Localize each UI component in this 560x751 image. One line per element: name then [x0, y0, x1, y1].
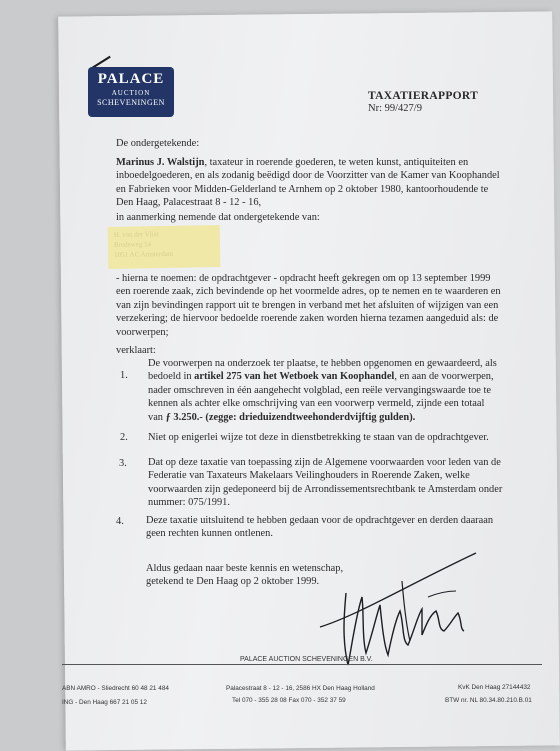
taxateur-paragraph: [116, 156, 536, 210]
report-number: Nr: 99/427/9: [368, 103, 422, 114]
item-2-text: Niet op enigerlei wijze tot deze in dienstbetrekking te staan van de opdrachtgever.: [148, 432, 489, 443]
item-3-line-1: Dat op deze taxatie van toepassing zijn de Algemene voorwaarden voor leden van de: [148, 457, 501, 468]
item-1-number: 1.: [120, 370, 128, 381]
logo-line-1: PALACE: [97, 71, 165, 87]
item-1-line-2a: bedoeld in: [148, 371, 195, 383]
declares-text: verklaart:: [116, 345, 156, 356]
item-1-line-3: nader omschreven in één aangehecht volgblad, een reële vervangingswaarde toe te: [148, 384, 492, 396]
sticky-line-1: H. van der Vlist: [113, 230, 159, 239]
taxateur-line-1: , taxateur in roerende goederen, te weten kunst, antiquiteiten en: [204, 157, 469, 168]
taxateur-name: Marinus J. Walstijn: [116, 157, 205, 168]
closing-line-1: Aldus gedaan naar beste kennis en wetenschap,: [146, 563, 344, 574]
report-title: TAXATIERAPPORT: [368, 90, 479, 102]
client-line-3: van zijn bevindingen rapport uit te brengen in verband met het afsluiten of wijzigen van een: [116, 299, 499, 311]
item-3-line-2: Federatie van Taxateurs Makelaars Veilinghouders in Roerende Zaken, welke: [148, 470, 470, 482]
intro-text: De ondergetekende:: [116, 138, 200, 149]
item-1-line-2c: , en aan de voorwerpen,: [394, 371, 494, 383]
palace-auction-logo: [88, 67, 174, 117]
item-1-article: artikel 275 van het Wetboek van Koophandel: [194, 371, 395, 383]
footer-address: Palacestraat 8 - 12 - 16, 2586 HX Den Haag Holland: [226, 685, 375, 692]
footer-bank-1: ABN AMRO - Sliedrecht 60 48 21 484: [62, 685, 169, 692]
item-3-text: [148, 456, 543, 510]
closing-line-2: getekend te Den Haag op 2 oktober 1999.: [146, 576, 320, 588]
item-3-number: 3.: [119, 458, 127, 469]
item-4-line-2: geen rechten kunnen ontlenen.: [146, 528, 273, 540]
signature: [318, 545, 478, 670]
item-1-line-4: kennen als achter elke omschrijving van een voorwerp vermeld, zijnde een totaal: [148, 398, 485, 410]
logo-line-2: AUCTION: [111, 89, 151, 97]
logo-line-3: SCHEVENINGEN: [97, 98, 165, 107]
client-line-1: - hierna te noemen: de opdrachtgever - opdracht heeft gekregen om op 13 september 1999: [116, 273, 491, 284]
footer-bank-2: ING - Den Haag 667 21 05 12: [62, 699, 147, 706]
footer-kvk: KvK Den Haag 27144432: [458, 684, 531, 691]
item-4-line-1: Deze taxatie uitsluitend te hebben gedaan voor de opdrachtgever en derden daaraan: [146, 515, 494, 526]
considering-text: in aanmerking nemende dat ondergetekende van:: [116, 212, 320, 223]
item-1-text: [148, 357, 543, 424]
taxateur-line-2: inboedelgoederen, en als zodanig beëdigd door de Voorzitter van de Kamer van Koophandel: [116, 170, 500, 182]
item-1-total: ƒ 3.250.- (zegge: drieduizendtweehonderdvijftig gulden).: [165, 411, 416, 423]
footer-phone: Tel 070 - 355 28 08 Fax 070 - 352 37 59: [232, 697, 346, 704]
footer-btw: BTW nr. NL 80.34.80.210.B.01: [445, 697, 532, 704]
client-paragraph: [116, 272, 536, 339]
closing-text: [146, 562, 343, 589]
taxateur-line-3: en Fabrieken voor Midden-Gelderland te Arnhem op 2 oktober 1980, kantoorhoudende te: [116, 183, 489, 195]
footer-divider: [62, 664, 542, 665]
item-1-line-1: De voorwerpen na onderzoek ter plaatse, te hebben opgenomen en gewaardeerd, als: [148, 358, 497, 369]
sticky-line-2: Bredeweg 14: [113, 240, 152, 249]
item-1-line-5a: van: [148, 411, 166, 423]
footer-company: PALACE AUCTION SCHEVENINGEN B.V.: [240, 656, 373, 663]
client-line-2: een roerende zaak, zich bevindende op het voormelde adres, op te nemen en te waarderen en: [116, 286, 501, 298]
item-2-number: 2.: [120, 432, 128, 443]
item-4-number: 4.: [116, 516, 124, 527]
item-3-line-4: nummer: 075/1991.: [148, 497, 230, 509]
client-line-4: verzekering; de hiervoor bedoelde roerende zaken worden hierna tezamen aangeduid als: de: [116, 313, 499, 325]
taxateur-line-4: Den Haag, Palacestraat 8 - 12 - 16,: [116, 197, 262, 209]
client-line-5: voorwerpen;: [116, 326, 169, 338]
item-3-line-3: voorwaarden zijn gedeponeerd bij de Arrondissementsrechtbank te Amsterdam onder: [148, 483, 503, 495]
sticky-line-3: 1051 AC Amsterdam: [114, 249, 174, 259]
sticky-note: [108, 225, 221, 269]
item-4-text: [146, 514, 541, 541]
